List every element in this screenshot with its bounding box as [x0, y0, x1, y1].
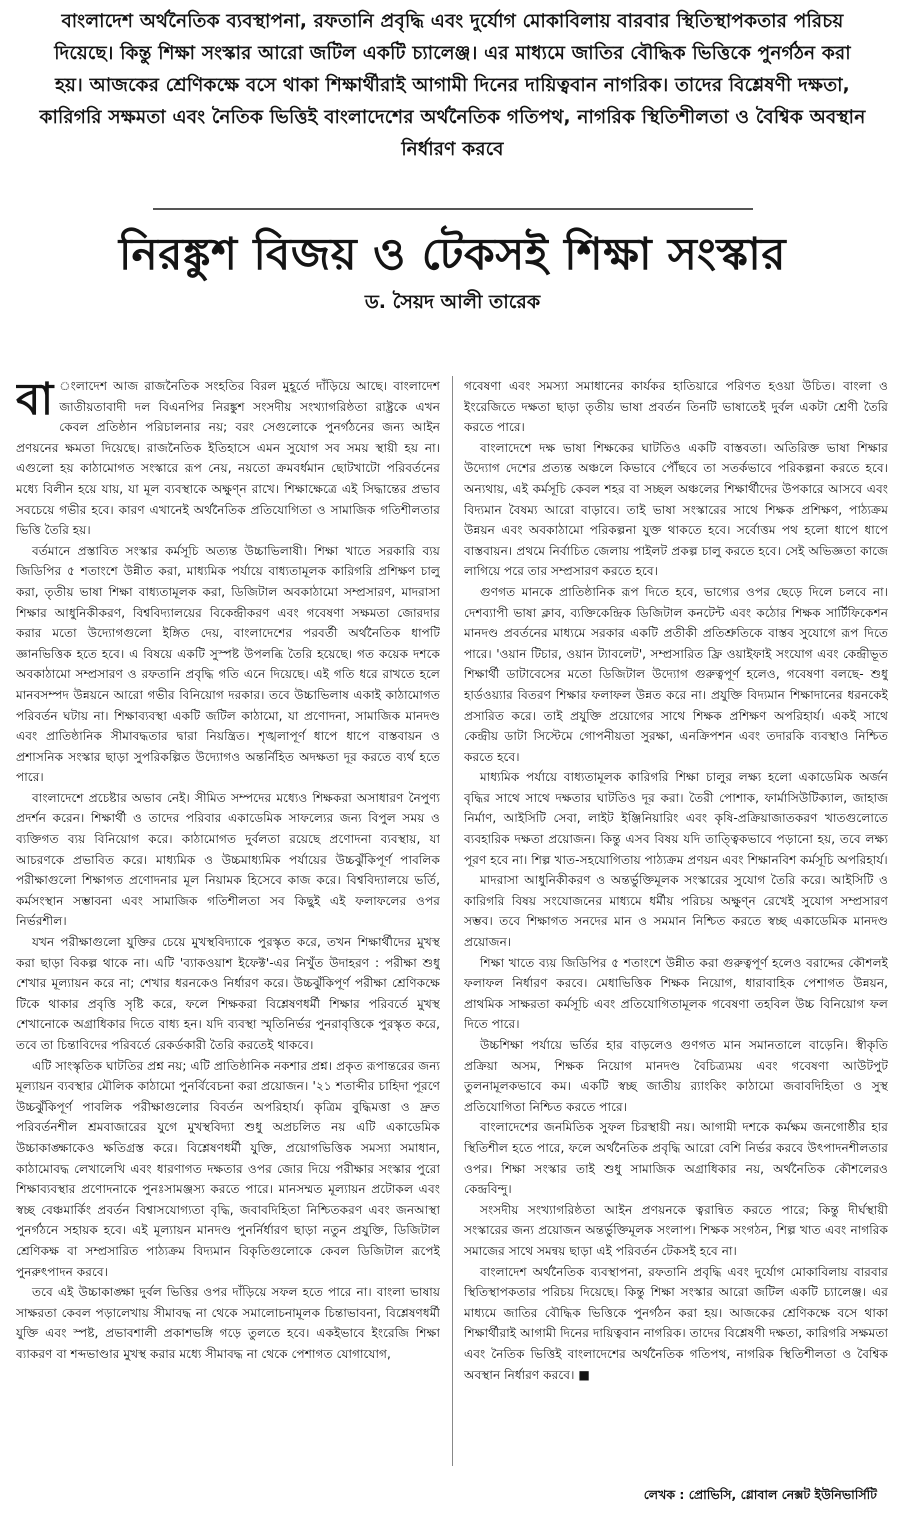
paragraph: গুণগত মানকে প্রাতিষ্ঠানিক রূপ দিতে হবে, ভাগ্যের ওপর ছেড়ে দিলে চলবে না। দেশব্যাপী ভাষা ক্লাব, ব্যক্তিকেন্দ্রিক ডিজিটাল কনটেন্ট এবং কঠোর শিক্ষক সার্টিফিকেশন মানদণ্ড প্রবর্তনের মাধ্যমে সরকার একটি প্রতীকী প্রতিশ্রুতিকে বাস্তব সুযোগে রূপ দিতে পারে। 'ওয়ান টিচার, ওয়ান ট্যাবলেট', সম্প্রসারিত ফ্রি ওয়াইফাই সংযোগ এবং কেন্দ্রীভূত শিক্ষার্থী ডাটাবেসের মতো ডিজিটাল উদ্যোগ গুরুত্বপূর্ণ হলেও, গবেষণা বলছে- শুধু হার্ডওয়্যার বিতরণ শিক্ষার ফলাফল উন্নত করে না। প্রযুক্তি বিদ্যমান শিক্ষাদানের ধরনকেই প্রসারিত করে। তাই প্রযুক্তি প্রয়োগের সাথে শিক্ষক প্রশিক্ষণ অপরিহার্য। একই সাথে কেন্দ্রীয় ডাটা সিস্টেমে গোপনীয়তা সুরক্ষা, এনক্রিপশন এবং তদারকি ব্যবস্থাও নিশ্চিত করতে হবে।	[464, 584, 888, 764]
paragraph: বাংলাদেশ অর্থনৈতিক ব্যবস্থাপনা, রফতানি প্রবৃদ্ধি এবং দুর্যোগ মোকাবিলায় বারবার স্থিতিস্থাপকতার পরিচয় দিয়েছে। কিন্তু শিক্ষা সংস্কার আরো জটিল একটি চ্যালেঞ্জ। এর মাধ্যমে জাতির বৌদ্ধিক ভিত্তিকে পুনর্গঠন করা হয়। আজকের শ্রেণিকক্ষে বসে থাকা শিক্ষার্থীরাই আগামী দিনের দায়িত্ববান নাগরিক। তাদের বিশ্লেষণী দক্ষতা, কারিগরি সক্ষমতা এবং নৈতিক ভিত্তিই বাংলাদেশের অর্থনৈতিক গতিপথ, নাগরিক স্থিতিশীলতা ও বৈশ্বিক অবস্থান নির্ধারণ করবে। ■	[464, 1264, 888, 1382]
drop-cap: বা	[16, 376, 54, 425]
paragraph: বর্তমানে প্রস্তাবিত সংস্কার কর্মসূচি অত্যন্ত উচ্চাভিলাষী। শিক্ষা খাতে সরকারি ব্যয় জিডিপির ৫ শতাংশে উন্নীত করা, মাধ্যমিক পর্যায়ে বাধ্যতামূলক কারিগরি প্রশিক্ষণ চালু করা, তৃতীয় ভাষা শিক্ষা বাধ্যতামূলক করা, ডিজিটাল অবকাঠামো সম্প্রসারণ, মাদরাসা শিক্ষার আধুনিকীকরণ, বিশ্ববিদ্যালয়ের বিকেন্দ্রীকরণ এবং গবেষণা সক্ষমতা জোরদার করার মতো উদ্যোগগুলো ইঙ্গিত দেয়, বাংলাদেশের পরবর্তী অর্থনৈতিক ধাপটি জ্ঞানভিত্তিক হতে হবে। এ বিষয়ে একটি সুস্পষ্ট উপলব্ধি তৈরি হয়েছে। গত কয়েক দশকে অবকাঠামো সম্প্রসারণ ও রফতানি প্রবৃদ্ধি গতি এনে দিয়েছে। এই গতি ধরে রাখতে হলে মানবসম্পদ উন্নয়নে আরো গভীর বিনিয়োগ দরকার। তবে উচ্চাভিলাষ একাই কাঠামোগত পরিবর্তন ঘটায় না। শিক্ষাব্যবস্থা একটি জটিল কাঠামো, যা প্রণোদনা, সামাজিক মানদণ্ড এবং প্রাতিষ্ঠানিক সীমাবদ্ধতার দ্বারা নিয়ন্ত্রিত। শৃঙ্খলাপূর্ণ ধাপে ধাপে বাস্তবায়ন ও প্রশাসনিক সংস্কার ছাড়া সুপরিকল্পিত উদ্যোগও অন্তর্নিহিত অদক্ষতা দূর করতে ব্যর্থ হতে পারে।	[16, 543, 440, 785]
paragraph: শিক্ষা খাতে ব্যয় জিডিপির ৫ শতাংশে উন্নীত করা গুরুত্বপূর্ণ হলেও বরাদ্দের কৌশলই ফলাফল নির্ধারণ করবে। মেধাভিত্তিক শিক্ষক নিয়োগ, ধারাবাহিক পেশাগত উন্নয়ন, প্রাথমিক সাক্ষরতা কর্মসূচি এবং প্রতিযোগিতামূলক গবেষণা তহবিল উচ্চ বিনিয়োগ ফল দিতে পারে।	[464, 955, 888, 1032]
paragraph: মাধ্যমিক পর্যায়ে বাধ্যতামূলক কারিগরি শিক্ষা চালুর লক্ষ্য হলো একাডেমিক অর্জন বৃদ্ধির সাথে সাথে দক্ষতার ঘাটতিও দূর করা। তৈরী পোশাক, ফার্মাসিউটিক্যাল, জাহাজ নির্মাণ, আইসিটি সেবা, লাইট ইঞ্জিনিয়ারিং এবং কৃষি-প্রক্রিয়াজাতকরণ খাতগুলোতে ব্যবহারিক দক্ষতা প্রয়োজন। কিন্তু এসব বিষয় যদি তাত্ত্বিকভাবে পড়ানো হয়, তবে লক্ষ্য পূরণ হবে না। শিল্প খাত-সহযোগিতায় পাঠ্যক্রম প্রণয়ন এবং শিক্ষানবিশ কর্মসূচি অপরিহার্য।	[464, 770, 888, 867]
author-name: ড. সৈয়দ আলী তারেক	[364, 291, 541, 313]
paragraph: গবেষণা এবং সমস্যা সমাধানের কার্যকর হাতিয়ারে পরিণত হওয়া উচিত। বাংলা ও ইংরেজিতে দক্ষতা ছাড়া তৃতীয় ভাষা প্রবর্তন তিনটি ভাষাতেই দুর্বল একটা শ্রেণী তৈরি করতে পারে।	[464, 379, 888, 435]
paragraph: যখন পরীক্ষাগুলো যুক্তির চেয়ে মুখস্থবিদ্যাকে পুরস্কৃত করে, তখন শিক্ষার্থীদের মুখস্থ করা ছাড়া বিকল্প থাকে না। এটি 'ব্যাকওয়াশ ইফেক্ট'-এর নিখুঁত উদাহরণ : পরীক্ষা শুধু শেখার মূল্যায়ন করে না; শেখার ধরনকেও নির্ধারণ করে। উচ্চঝুঁকিপূর্ণ পরীক্ষা শ্রেণিকক্ষে টিকে থাকার প্রবৃত্তি সৃষ্টি করে, ফলে শিক্ষকরা বিশ্লেষণধর্মী শিক্ষার পরিবর্তে মুখস্থ শেখানোকে অগ্রাধিকার দিতে বাধ্য হন। যদি ব্যবস্থা স্মৃতিনির্ভর পুনরাবৃত্তিকে পুরস্কৃত করে, তবে তা চিন্তাবিদের পরিবর্তে রেকর্ডকারী তৈরি করতেই থাকবে।	[16, 935, 440, 1052]
right-column	[464, 376, 888, 1466]
paragraph: বাংলাদেশে দক্ষ ভাষা শিক্ষকের ঘাটতিও একটি বাস্তবতা। অতিরিক্ত ভাষা শিক্ষার উদ্যোগ দেশের প্রত্যন্ত অঞ্চলে কিভাবে পৌঁছবে তা সতর্কভাবে পরিকল্পনা করতে হবে। অন্যথায়, এই কর্মসূচি কেবল শহর বা সচ্ছল অঞ্চলের শিক্ষার্থীদের উপকারে আসবে এবং বিদ্যমান বৈষম্য আরো বাড়াবে। তাই ভাষা সংস্কারের সাথে শিক্ষক প্রশিক্ষণ, পাঠ্যক্রম উন্নয়ন এবং অবকাঠামো পরিকল্পনা যুক্ত থাকতে হবে। সর্বোত্তম পথ হলো ধাপে ধাপে বাস্তবায়ন। প্রথমে নির্বাচিত জেলায় পাইলট প্রকল্প চালু করতে হবে। সেই অভিজ্ঞতা কাজে লাগিয়ে পরে তার সম্প্রসারণ করতে হবে।	[464, 440, 888, 579]
article-body	[16, 376, 889, 1466]
paragraph-text: ংলাদেশ আজ রাজনৈতিক সংহতির বিরল মুহূর্তে দাঁড়িয়ে আছে। বাংলাদেশ জাতীয়তাবাদী দল বিএনপির নিরঙ্কুশ সংসদীয় সংখ্যাগরিষ্ঠতা রাষ্ট্রকে এখন কেবল প্রতিষ্ঠান পরিচালনার নয়; বরং সেগুলোকে পুনর্গঠনের জন্য আইন প্রণয়নের ক্ষমতা দিয়েছে। রাজনৈতিক ইতিহাসে এমন সুযোগ সব সময় স্থায়ী হয় না। এগুলো হয় কাঠামোগত সংস্কারে রূপ নেয়, নয়তো ক্রমবর্ধমান ছোটখাটো পরিবর্তনের মধ্যে বিলীন হয়ে যায়, যা মূল ব্যবস্থাকে অক্ষুণ্ন রাখে। শিক্ষাক্ষেত্রে এই সিদ্ধান্তের প্রভাব সবচেয়ে গভীর হবে। কারণ এখানেই অর্থনৈতিক প্রতিযোগিতা ও সামাজিক গতিশীলতার ভিত্তি তৈরি হয়।	[16, 379, 440, 538]
article-headline: নিরঙ্কুশ বিজয় ও টেকসই শিক্ষা সংস্কার	[118, 229, 787, 280]
paragraph: তবে এই উচ্চাকাঙ্ক্ষা দুর্বল ভিত্তির ওপর দাঁড়িয়ে সফল হতে পারে না। বাংলা ভাষায় সাক্ষরতা কেবল পড়ালেখায় সীমাবদ্ধ না থেকে সমালোচনামূলক চিন্তাভাবনা, বিশ্লেষণধর্মী যুক্তি এবং স্পষ্ট, প্রভাবশালী প্রকাশভঙ্গি গড়ে তুলতে হবে। একইভাবে ইংরেজি শিক্ষা ব্যাকরণ বা শব্দভাণ্ডার মুখস্থ করার মধ্যে সীমাবদ্ধ না থেকে পেশাগত যোগাযোগ,	[16, 1285, 440, 1361]
paragraph: মাদরাসা আধুনিকীকরণ ও অন্তর্ভুক্তিমূলক সংস্কারের সুযোগ তৈরি করে। আইসিটি ও কারিগরি বিষয় সংযোজনের মাধ্যমে ধর্মীয় পরিচয় অক্ষুণ্ন রেখেই সুযোগ সম্প্রসারণ সম্ভব। তবে শিক্ষাগত সনদের মান ও সমমান নিশ্চিত করতে স্বচ্ছ একাডেমিক মানদণ্ড প্রয়োজন।	[464, 873, 888, 950]
paragraph: বাংলাদেশে প্রচেষ্টার অভাব নেই। সীমিত সম্পদের মধ্যেও শিক্ষকরা অসাধারণ নৈপুণ্য প্রদর্শন করেন। শিক্ষার্থী ও তাদের পরিবার একাডেমিক সাফল্যের জন্য বিপুল সময় ও ব্যক্তিগত ব্যয় বিনিয়োগ করে। কাঠামোগত দুর্বলতা রয়েছে প্রণোদনা ব্যবস্থায়, যা আচরণকে প্রভাবিত করে। মাধ্যমিক ও উচ্চমাধ্যমিক পর্যায়ের উচ্চঝুঁকিপূর্ণ পাবলিক পরীক্ষাগুলো শিক্ষাগত প্রণোদনার মূল নিয়ামক হিসেবে কাজ করে। বিশ্ববিদ্যালয়ে ভর্তি, কর্মসংস্থান সম্ভাবনা এবং সামাজিক গতিশীলতা সব কিছুই এই ফলাফলের ওপর নির্ভরশীল।	[16, 790, 440, 929]
column-divider	[452, 376, 453, 1466]
paragraph: সংসদীয় সংখ্যাগরিষ্ঠতা আইন প্রণয়নকে ত্বরান্বিত করতে পারে; কিন্তু দীর্ঘস্থায়ী সংস্কারের জন্য প্রয়োজন অন্তর্ভুক্তিমূলক সংলাপ। শিক্ষক সংগঠন, শিল্প খাত এবং নাগরিক সমাজের সাথে সমন্বয় ছাড়া এই পরিবর্তন টেকসই হবে না।	[464, 1202, 888, 1258]
paragraph	[16, 376, 440, 541]
paragraph: উচ্চশিক্ষা পর্যায়ে ভর্তির হার বাড়লেও গুণগত মান সমানতালে বাড়েনি। স্বীকৃতি প্রক্রিয়া অসম, শিক্ষক নিয়োগ মানদণ্ড বৈচিত্র্যময় এবং গবেষণা আউটপুট তুলনামূলকভাবে কম। একটি স্বচ্ছ জাতীয় র‍্যাংকিং কাঠামো জবাবদিহিতা ও সুস্থ প্রতিযোগিতা নিশ্চিত করতে পারে।	[464, 1038, 888, 1114]
paragraph: এটি সাংস্কৃতিক ঘাটতির প্রশ্ন নয়; এটি প্রাতিষ্ঠানিক নকশার প্রশ্ন। প্রকৃত রূপান্তরের জন্য মূল্যায়ন ব্যবস্থার মৌলিক কাঠামো পুনর্বিবেচনা করা প্রয়োজন। '২১ শতাব্দীর চাহিদা পূরণে উচ্চঝুঁকিপূর্ণ পাবলিক পরীক্ষাগুলোর বিবর্তন অপরিহার্য। কৃত্রিম বুদ্ধিমত্তা ও দ্রুত পরিবর্তনশীল শ্রমবাজারের যুগে মুখস্থবিদ্যা শুধু অপ্রচলিত নয় এটি একাডেমিক উচ্চাকাঙ্ক্ষাকেও ক্ষতিগ্রস্ত করে। বিশ্লেষণধর্মী যুক্তি, প্রয়োগভিত্তিক সমস্যা সমাধান, কাঠামোবদ্ধ লেখালেখি এবং ধারণাগত দক্ষতার ওপর জোর দিয়ে পরীক্ষার সংস্কার পুরো শিক্ষাব্যবস্থার প্রণোদনাকে পুনঃসামঞ্জস্য করতে পারে। মানসম্মত মূল্যায়ন প্রটোকল এবং স্বচ্ছ বেঞ্চমার্কিং প্রবর্তন বিশ্বাসযোগ্যতা বৃদ্ধি, জবাবদিহিতা নিশ্চিতকরণ এবং জনআস্থা পুনর্গঠনে সহায়ক হবে। এই মূল্যায়ন মানদণ্ড পুনর্নির্ধারণ ছাড়া নতুন প্রযুক্তি, ডিজিটাল শ্রেণিকক্ষ বা সম্প্রসারিত পাঠ্যক্রম বিদ্যমান বিকৃতিগুলোকে কেবল ডিজিটাল রূপেই পুনরুৎপাদন করবে।	[16, 1058, 440, 1279]
left-column	[16, 376, 440, 1466]
author-byline: লেখক : প্রোভিসি, গ্লোবাল নেক্সট ইউনিভার্সিটি	[643, 1487, 877, 1502]
separator-rule	[153, 208, 753, 210]
intro-blurb: বাংলাদেশ অর্থনৈতিক ব্যবস্থাপনা, রফতানি প্রবৃদ্ধি এবং দুর্যোগ মোকাবিলায় বারবার স্থিতিস্থাপকতার পরিচয় দিয়েছে। কিন্তু শিক্ষা সংস্কার আরো জটিল একটি চ্যালেঞ্জ। এর মাধ্যমে জাতির বৌদ্ধিক ভিত্তিকে পুনর্গঠন করা হয়। আজকের শ্রেণিকক্ষে বসে থাকা শিক্ষার্থীরাই আগামী দিনের দায়িত্ববান নাগরিক। তাদের বিশ্লেষণী দক্ষতা, কারিগরি সক্ষমতা এবং নৈতিক ভিত্তিই বাংলাদেশের অর্থনৈতিক গতিপথ, নাগরিক স্থিতিশীলতা ও বৈশ্বিক অবস্থান নির্ধারণ করবে	[39, 11, 866, 160]
paragraph: বাংলাদেশের জনমিতিক সুফল চিরস্থায়ী নয়। আগামী দশকে কর্মক্ষম জনগোষ্ঠীর হার স্থিতিশীল হতে পারে, ফলে অর্থনৈতিক প্রবৃদ্ধি আরো বেশি নির্ভর করবে উৎপাদনশীলতার ওপর। শিক্ষা সংস্কার তাই শুধু সামাজিক অগ্রাধিকার নয়, অর্থনৈতিক কৌশলেরও কেন্দ্রবিন্দু।	[464, 1120, 888, 1197]
